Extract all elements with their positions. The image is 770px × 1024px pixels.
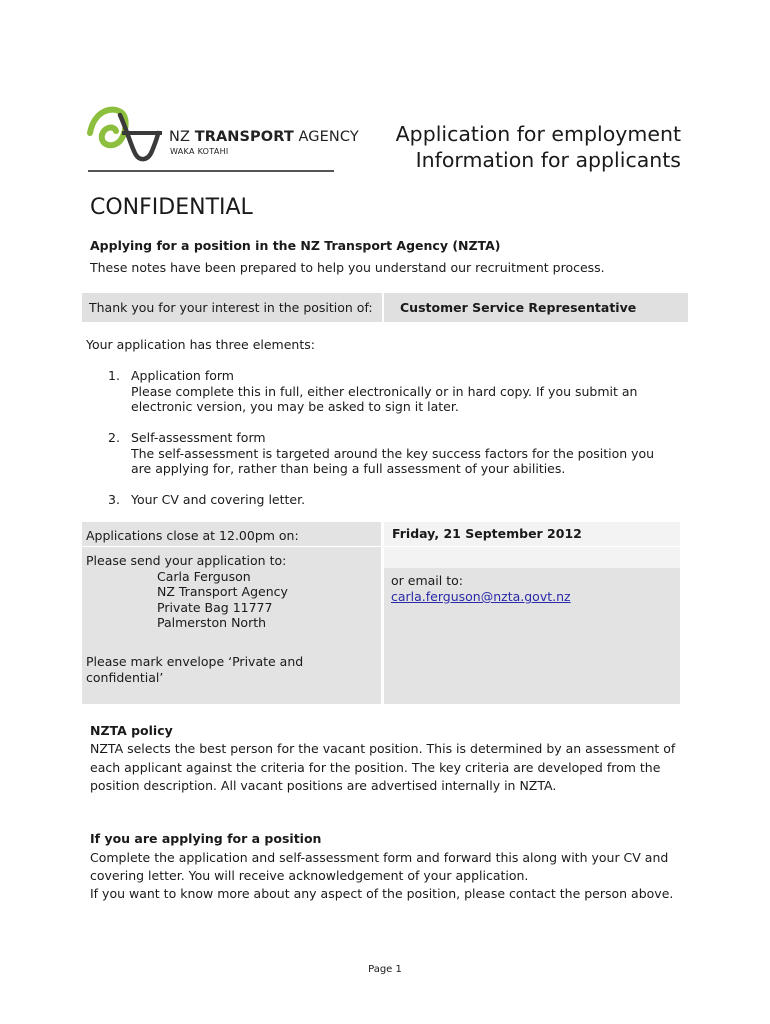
- applying-line-2: covering letter. You will receive acknowledgement of your application.: [90, 868, 529, 883]
- address-line-1: Carla Ferguson: [157, 569, 251, 584]
- list-item-2-number: 2.: [108, 430, 120, 445]
- list-item-2-line2: are applying for, rather than being a full assessment of your abilities.: [131, 461, 566, 476]
- list-item-1-number: 1.: [108, 368, 120, 383]
- brand-name: [169, 129, 359, 145]
- email-label: or email to:: [391, 573, 463, 588]
- list-item-2-line1: The self-assessment is targeted around the key success factors for the position you: [131, 446, 655, 461]
- position-label: Thank you for your interest in the position of:: [89, 300, 373, 315]
- address-line-2: NZ Transport Agency: [157, 584, 288, 599]
- brand-name-transport: TRANSPORT: [194, 129, 294, 145]
- policy-line-2: each applicant against the criteria for the position. The key criteria are developed from the: [90, 760, 661, 775]
- policy-line-3: position description. All vacant positions are advertised internally in NZTA.: [90, 778, 557, 793]
- applying-line-3: If you want to know more about any aspect of the position, please contact the person above.: [90, 886, 674, 901]
- list-item-1-line1: Please complete this in full, either electronically or in hard copy. If you submit an: [131, 384, 638, 399]
- close-date: Friday, 21 September 2012: [392, 526, 582, 541]
- policy-heading: NZTA policy: [90, 723, 173, 738]
- position-value: Customer Service Representative: [400, 300, 637, 315]
- table-rule: [82, 546, 680, 547]
- applying-line-1: Complete the application and self-assessment form and forward this along with your CV and: [90, 850, 669, 865]
- email-link[interactable]: carla.ferguson@nzta.govt.nz: [391, 589, 571, 604]
- submission-table: [82, 522, 680, 704]
- intro-text: These notes have been prepared to help you understand our recruitment process.: [90, 260, 605, 275]
- envelope-line-2: confidential’: [86, 670, 164, 685]
- intro-heading: Applying for a position in the NZ Transport Agency (NZTA): [90, 238, 501, 253]
- list-item-3-title: Your CV and covering letter.: [131, 492, 306, 507]
- policy-line-1: NZTA selects the best person for the vacant position. This is determined by an assessment of: [90, 741, 676, 756]
- applying-heading: If you are applying for a position: [90, 831, 322, 846]
- envelope-line-1: Please mark envelope ‘Private and: [86, 654, 304, 669]
- list-item-1-line2: electronic version, you may be asked to sign it later.: [131, 399, 459, 414]
- elements-intro: Your application has three elements:: [86, 337, 315, 352]
- position-row-divider: [382, 293, 384, 322]
- page-number: Page 1: [368, 964, 402, 975]
- title-line-2: Information for applicants: [415, 148, 681, 172]
- confidential-heading: CONFIDENTIAL: [90, 195, 253, 220]
- header-divider: [88, 170, 334, 172]
- brand-name-agency: AGENCY: [298, 129, 359, 145]
- position-row: [82, 293, 688, 322]
- document-title: [396, 121, 681, 173]
- address-line-3: Private Bag 11777: [157, 600, 273, 615]
- send-label: Please send your application to:: [86, 553, 287, 568]
- address-line-4: Palmerston North: [157, 615, 267, 630]
- list-item-1-title: Application form: [131, 368, 234, 383]
- blank-cell: [384, 544, 680, 568]
- brand-subtitle: WAKA KOTAHI: [170, 147, 229, 156]
- list-item-2-title: Self-assessment form: [131, 430, 266, 445]
- list-item-3-number: 3.: [108, 492, 120, 507]
- title-line-1: Application for employment: [395, 122, 681, 146]
- brand-name-nz: NZ: [169, 129, 190, 145]
- close-label: Applications close at 12.00pm on:: [86, 528, 299, 543]
